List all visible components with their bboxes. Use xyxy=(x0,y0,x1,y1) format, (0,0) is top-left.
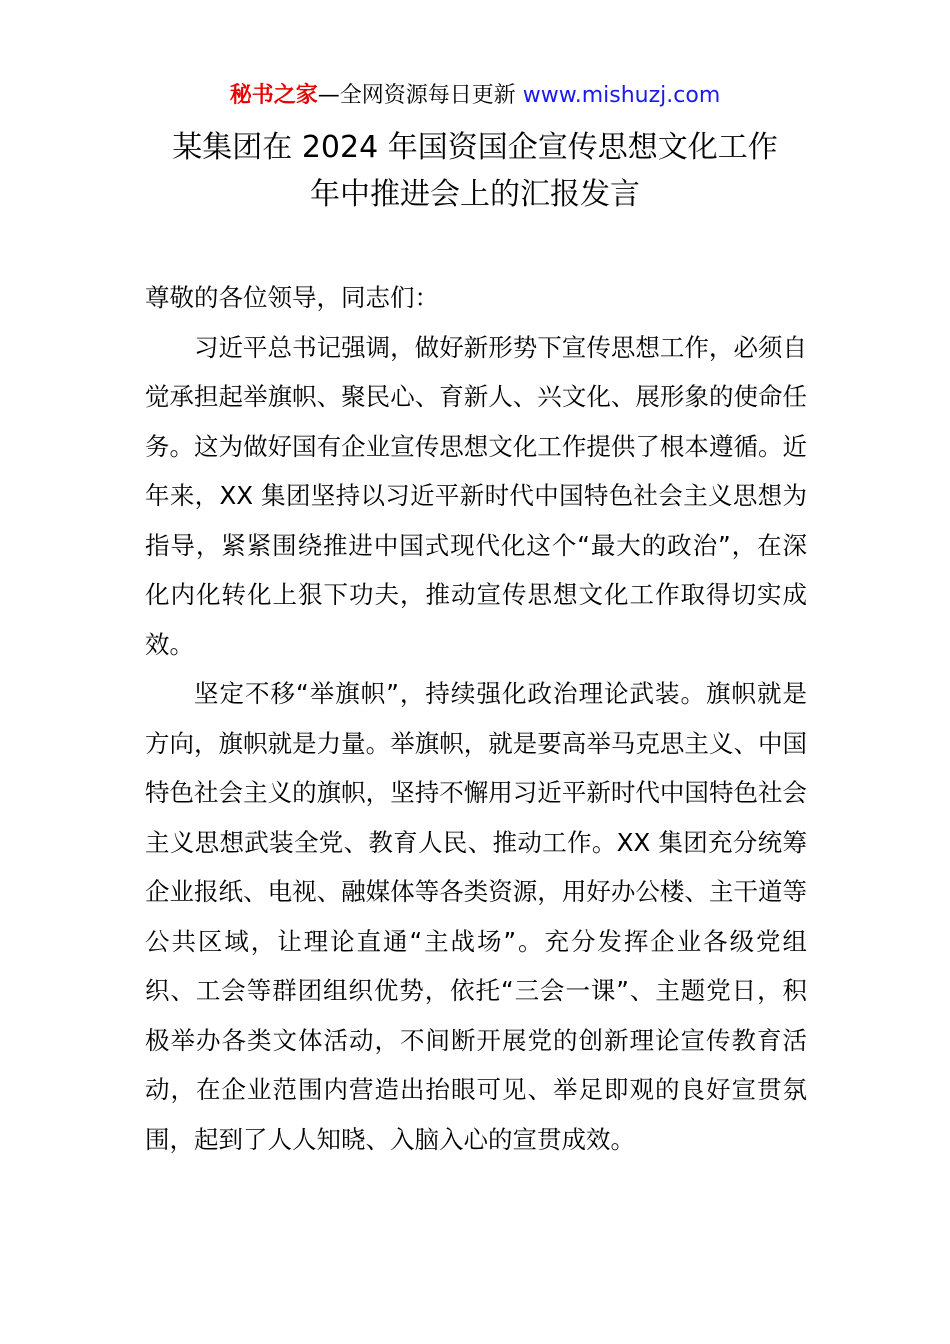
site-brand: 秘书之家 xyxy=(229,83,318,108)
title-line-2: 年中推进会上的汇报发言 xyxy=(310,177,640,212)
site-header xyxy=(0,80,950,112)
salutation: 尊敬的各位领导，同志们： xyxy=(145,283,439,312)
title-line-1: 某集团在 2024 年国资国企宣传思想文化工作 xyxy=(172,130,778,165)
paragraph-1: 习近平总书记强调，做好新形势下宣传思想工作，必须自觉承担起举旗帜、聚民心、育新人、兴文化、展形象的使命任务。这为做好国有企业宣传思想文化工作提供了根本遵循。近年来，XX 集团坚持以习近平新时代中国特色社会主义思想为指导，紧紧围绕推进中国式现代化这个“最大的政治”，在深化内化转化上狠下功夫，推动宣传思想文化工作取得切实成效。 xyxy=(145,332,807,659)
paragraph-2: 坚定不移“举旗帜”，持续强化政治理论武装。旗帜就是方向，旗帜就是力量。举旗帜，就是要高举马克思主义、中国特色社会主义的旗帜，坚持不懈用习近平新时代中国特色社会主义思想武装全党、教育人民、推动工作。XX 集团充分统筹企业报纸、电视、融媒体等各类资源，用好办公楼、主干道等公共区域，让理论直通“主战场”。充分发挥企业各级党组织、工会等群团组织优势，依托“三会一课”、主题党日，积极举办各类文体活动，不间断开展党的创新理论宣传教育活动，在企业范围内营造出抬眼可见、举足即观的良好宣贯氛围，起到了人人知晓、入脑入心的宣贯成效。 xyxy=(145,679,807,1154)
document-title xyxy=(0,124,950,218)
site-url-link[interactable]: www.mishuzj.com xyxy=(522,83,721,108)
site-tagline: —全网资源每日更新 xyxy=(317,83,516,108)
document-body xyxy=(145,273,807,1164)
